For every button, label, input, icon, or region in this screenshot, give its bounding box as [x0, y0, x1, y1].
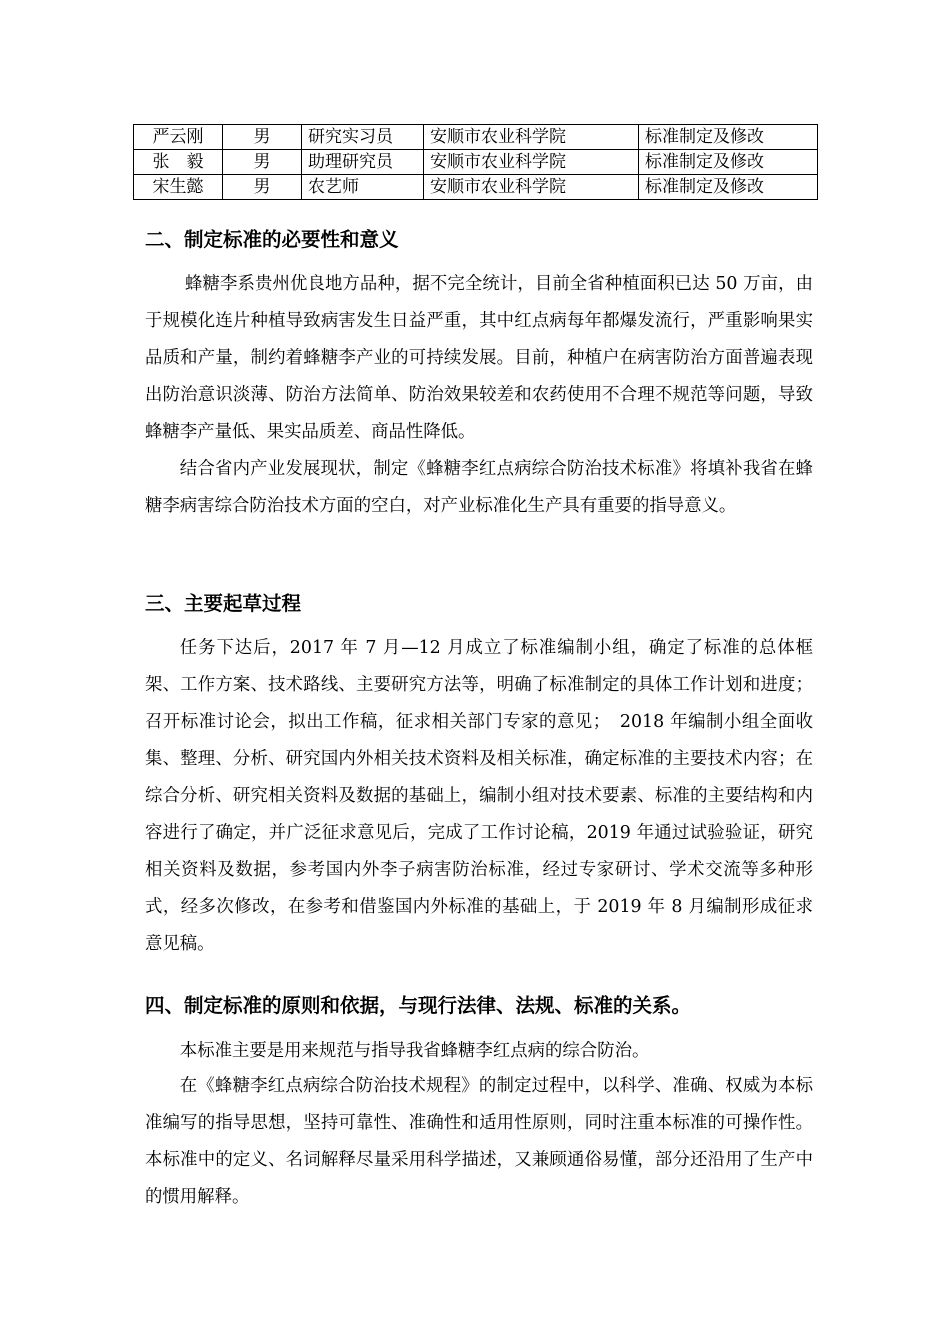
member-name: 严云刚: [134, 125, 223, 150]
table-row: [134, 150, 818, 175]
members-table: [133, 124, 818, 200]
member-title: 研究实习员: [302, 125, 424, 150]
member-duty: 标准制定及修改: [639, 175, 818, 200]
section4-paragraph-1: 本标准主要是用来规范与指导我省蜂糖李红点病的综合防治。: [179, 1041, 650, 1061]
member-unit: 安顺市农业科学院: [424, 175, 639, 200]
table-row: [134, 175, 818, 200]
member-name: 张 毅: [134, 150, 223, 175]
member-unit: 安顺市农业科学院: [424, 125, 639, 150]
section2-heading: 二、制定标准的必要性和意义: [145, 228, 399, 251]
member-gender: 男: [223, 125, 302, 150]
section2-paragraph-2: 结合省内产业发展现状，制定《蜂糖李红点病综合防治技术标准》将填补我省在蜂糖李病害综合防治技术方面的空白，对产业标准化生产具有重要的指导意义。: [145, 459, 813, 516]
section4-paragraph-2: 在《蜂糖李红点病综合防治技术规程》的制定过程中，以科学、准确、权威为本标准编写的指导思想，坚持可靠性、准确性和适用性原则，同时注重本标准的可操作性。本标准中的定义、名词解释尽量采用科学描述，又兼顾通俗易懂，部分还沿用了生产中的惯用解释。: [145, 1076, 813, 1207]
section4-heading: 四、制定标准的原则和依据，与现行法律、法规、标准的关系。: [145, 994, 692, 1017]
section2-paragraph-1: 蜂糖李系贵州优良地方品种，据不完全统计，目前全省种植面积已达 50 万亩，由于规模化连片种植导致病害发生日益严重，其中红点病每年都爆发流行，严重影响果实品质和产量，制约着蜂糖李产业的可持续发展。目前，种植户在病害防治方面普遍表现出防治意识淡薄、防治方法简单、防治效果较差和农药使用不合理不规范等问题，导致蜂糖李产量低、果实品质差、商品性降低。: [145, 274, 813, 442]
member-duty: 标准制定及修改: [639, 150, 818, 175]
member-gender: 男: [223, 150, 302, 175]
member-duty: 标准制定及修改: [639, 125, 818, 150]
member-name: 宋生懿: [134, 175, 223, 200]
section3-paragraph-1: 任务下达后，2017 年 7 月—12 月成立了标准编制小组，确定了标准的总体框架、工作方案、技术路线、主要研究方法等，明确了标准制定的具体工作计划和进度；召开标准讨论会，拟出工作稿，征求相关部门专家的意见； 2018 年编制小组全面收集、整理、分析、研究国内外相关技术资料及相关标准，确定标准的主要技术内容；在综合分析、研究相关资料及数据的基础上，编制小组对技术要素、标准的主要结构和内容进行了确定，并广泛征求意见后，完成了工作讨论稿，2019 年通过试验验证，研究相关资料及数据，参考国内外李子病害防治标准，经过专家研讨、学术交流等多种形式，经多次修改，在参考和借鉴国内外标准的基础上，于 2019 年 8 月编制形成征求意见稿。: [145, 638, 813, 954]
section3-heading: 三、主要起草过程: [145, 592, 302, 615]
member-title: 助理研究员: [302, 150, 424, 175]
member-unit: 安顺市农业科学院: [424, 150, 639, 175]
member-title: 农艺师: [302, 175, 424, 200]
table-row: [134, 125, 818, 150]
member-gender: 男: [223, 175, 302, 200]
